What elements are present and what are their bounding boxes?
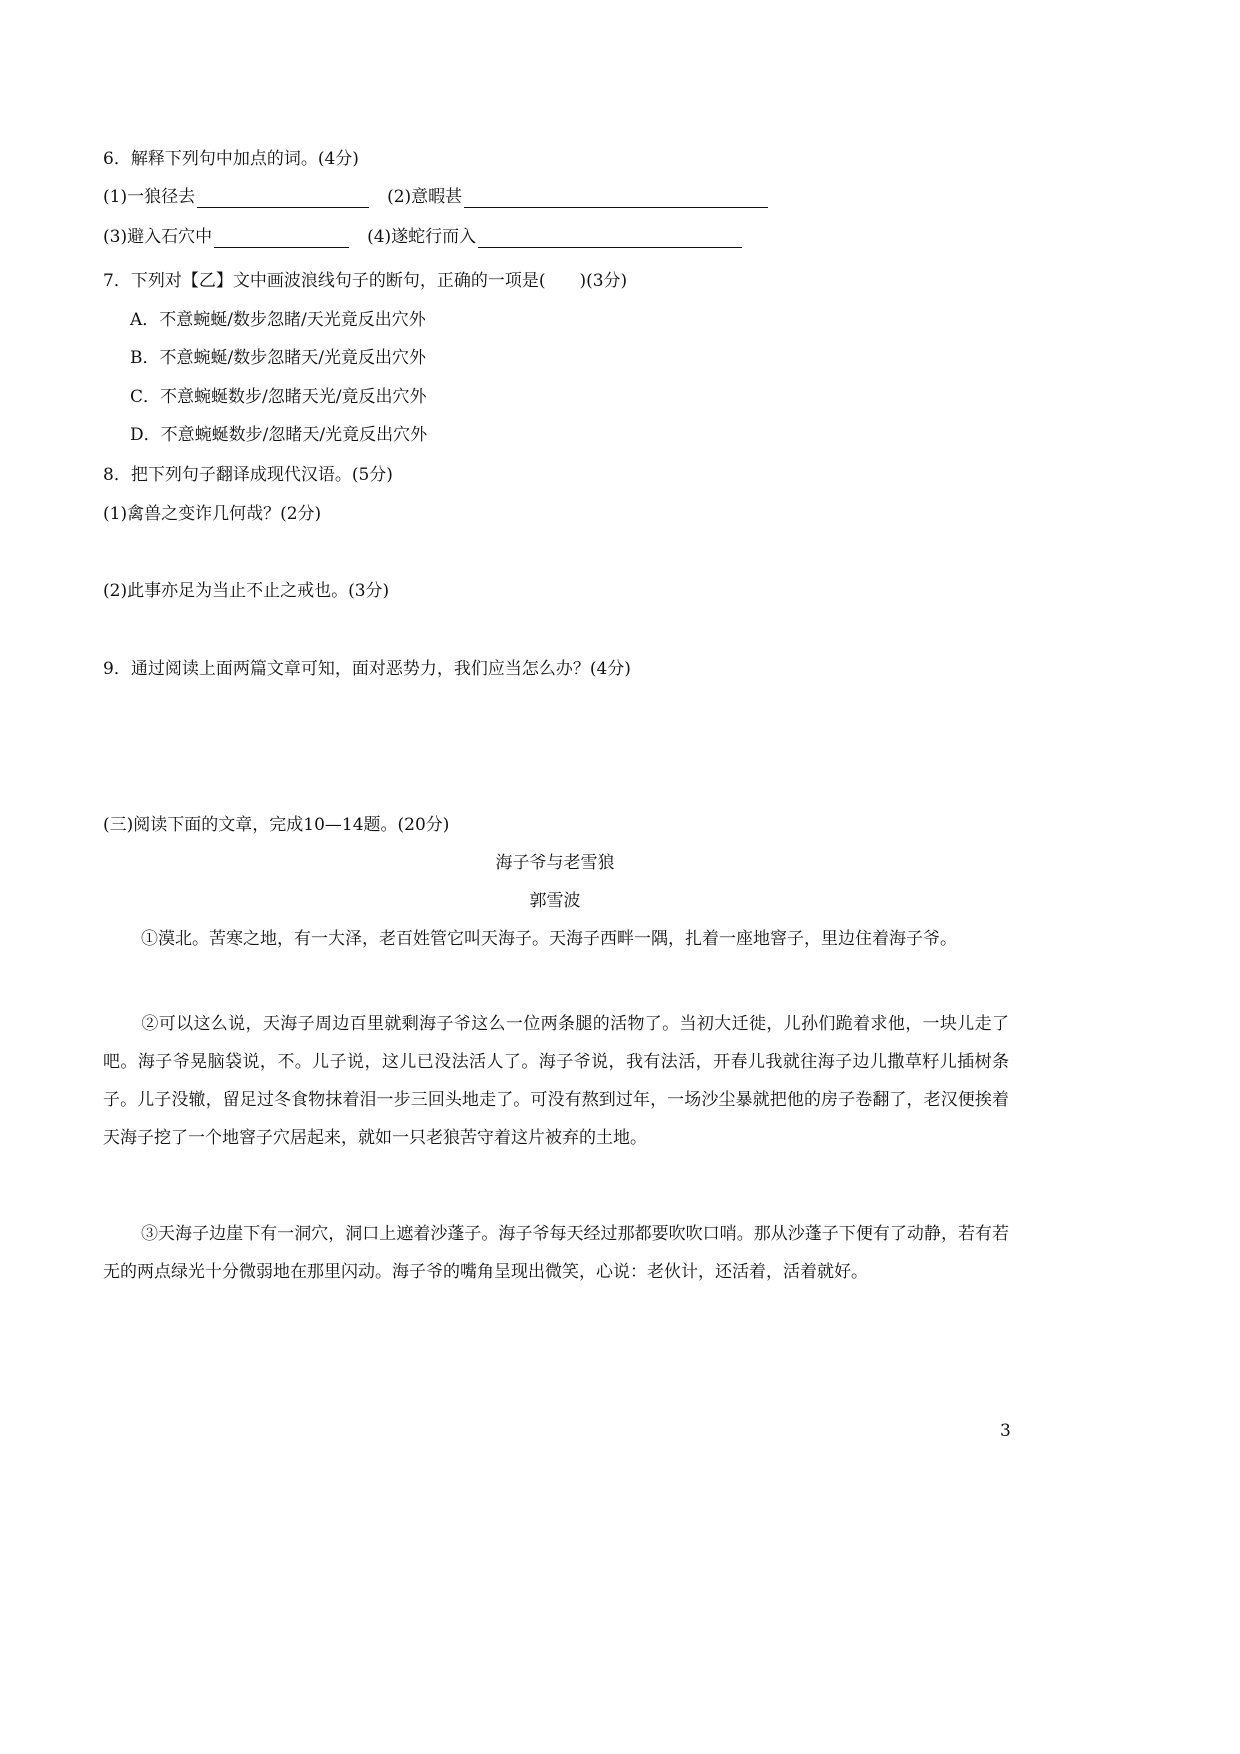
q6-answer-blank-1[interactable]	[197, 189, 369, 208]
q7-option-a[interactable]: A．不意蜿蜒/数步忽睹/天光竟反出穴外	[130, 310, 426, 330]
article-author: 郭雪波	[529, 891, 581, 911]
q6-stem: 6．解释下列句中加点的词。(4分)	[103, 149, 359, 169]
q6-answer-blank-3[interactable]	[214, 229, 349, 248]
page-number: 3	[1000, 1421, 1011, 1441]
q6-item-2: (2)意暇甚	[387, 187, 463, 207]
q7-option-c[interactable]: C．不意蜿蜒数步/忽睹天光/竟反出穴外	[130, 387, 427, 407]
q6-row-1	[103, 186, 768, 208]
q6-item-1: (1)一狼径去	[103, 187, 196, 207]
q6-item-3: (3)避入石穴中	[103, 227, 213, 247]
q8-item-1: (1)禽兽之变诈几何哉？(2分)	[103, 504, 322, 524]
q8-stem: 8．把下列句子翻译成现代汉语。(5分)	[103, 465, 393, 485]
article-paragraph-1: ①漠北。苦寒之地，有一大泽，老百姓管它叫天海子。天海子西畔一隅，扎着一座地窨子，里边住着海子爷。	[141, 929, 957, 949]
q7-option-b[interactable]: B．不意蜿蜒/数步忽睹天/光竟反出穴外	[130, 348, 426, 368]
article-title: 海子爷与老雪狼	[495, 853, 615, 873]
q6-answer-blank-4[interactable]	[478, 229, 742, 248]
q7-stem: 7．下列对【乙】文中画波浪线句子的断句，正确的一项是( )(3分)	[103, 271, 628, 291]
article-paragraph-2: ②可以这么说，天海子周边百里就剩海子爷这么一位两条腿的活物了。当初大迁徙，儿孙们跪着求他，一块儿走了吧。海子爷晃脑袋说，不。儿子说，这儿已没法活人了。海子爷说，我有法活，开春儿我就往海子边儿撒草籽儿插树条子。儿子没辙，留足过冬食物抹着泪一步三回头地走了。可没有熬到过年，一场沙尘暴就把他的房子卷翻了，老汉便挨着天海子挖了一个地窨子穴居起来，就如一只老狼苦守着这片被弃的土地。	[103, 1014, 1009, 1148]
q6-answer-blank-2[interactable]	[464, 189, 768, 208]
article-paragraph-3: ③天海子边崖下有一洞穴，洞口上遮着沙蓬子。海子爷每天经过那都要吹吹口哨。那从沙蓬子下便有了动静，若有若无的两点绿光十分微弱地在那里闪动。海子爷的嘴角呈现出微笑，心说：老伙计，还活着，活着就好。	[103, 1224, 1009, 1282]
q6-row-2	[103, 226, 742, 248]
q6-item-4: (4)遂蛇行而入	[367, 227, 477, 247]
q7-option-d[interactable]: D．不意蜿蜒数步/忽睹天/光竟反出穴外	[130, 425, 428, 445]
section3-heading: (三)阅读下面的文章，完成10—14题。(20分)	[103, 815, 450, 835]
q9-stem: 9．通过阅读上面两篇文章可知，面对恶势力，我们应当怎么办？(4分)	[103, 659, 631, 679]
q8-item-2: (2)此事亦足为当止不止之戒也。(3分)	[103, 581, 390, 601]
